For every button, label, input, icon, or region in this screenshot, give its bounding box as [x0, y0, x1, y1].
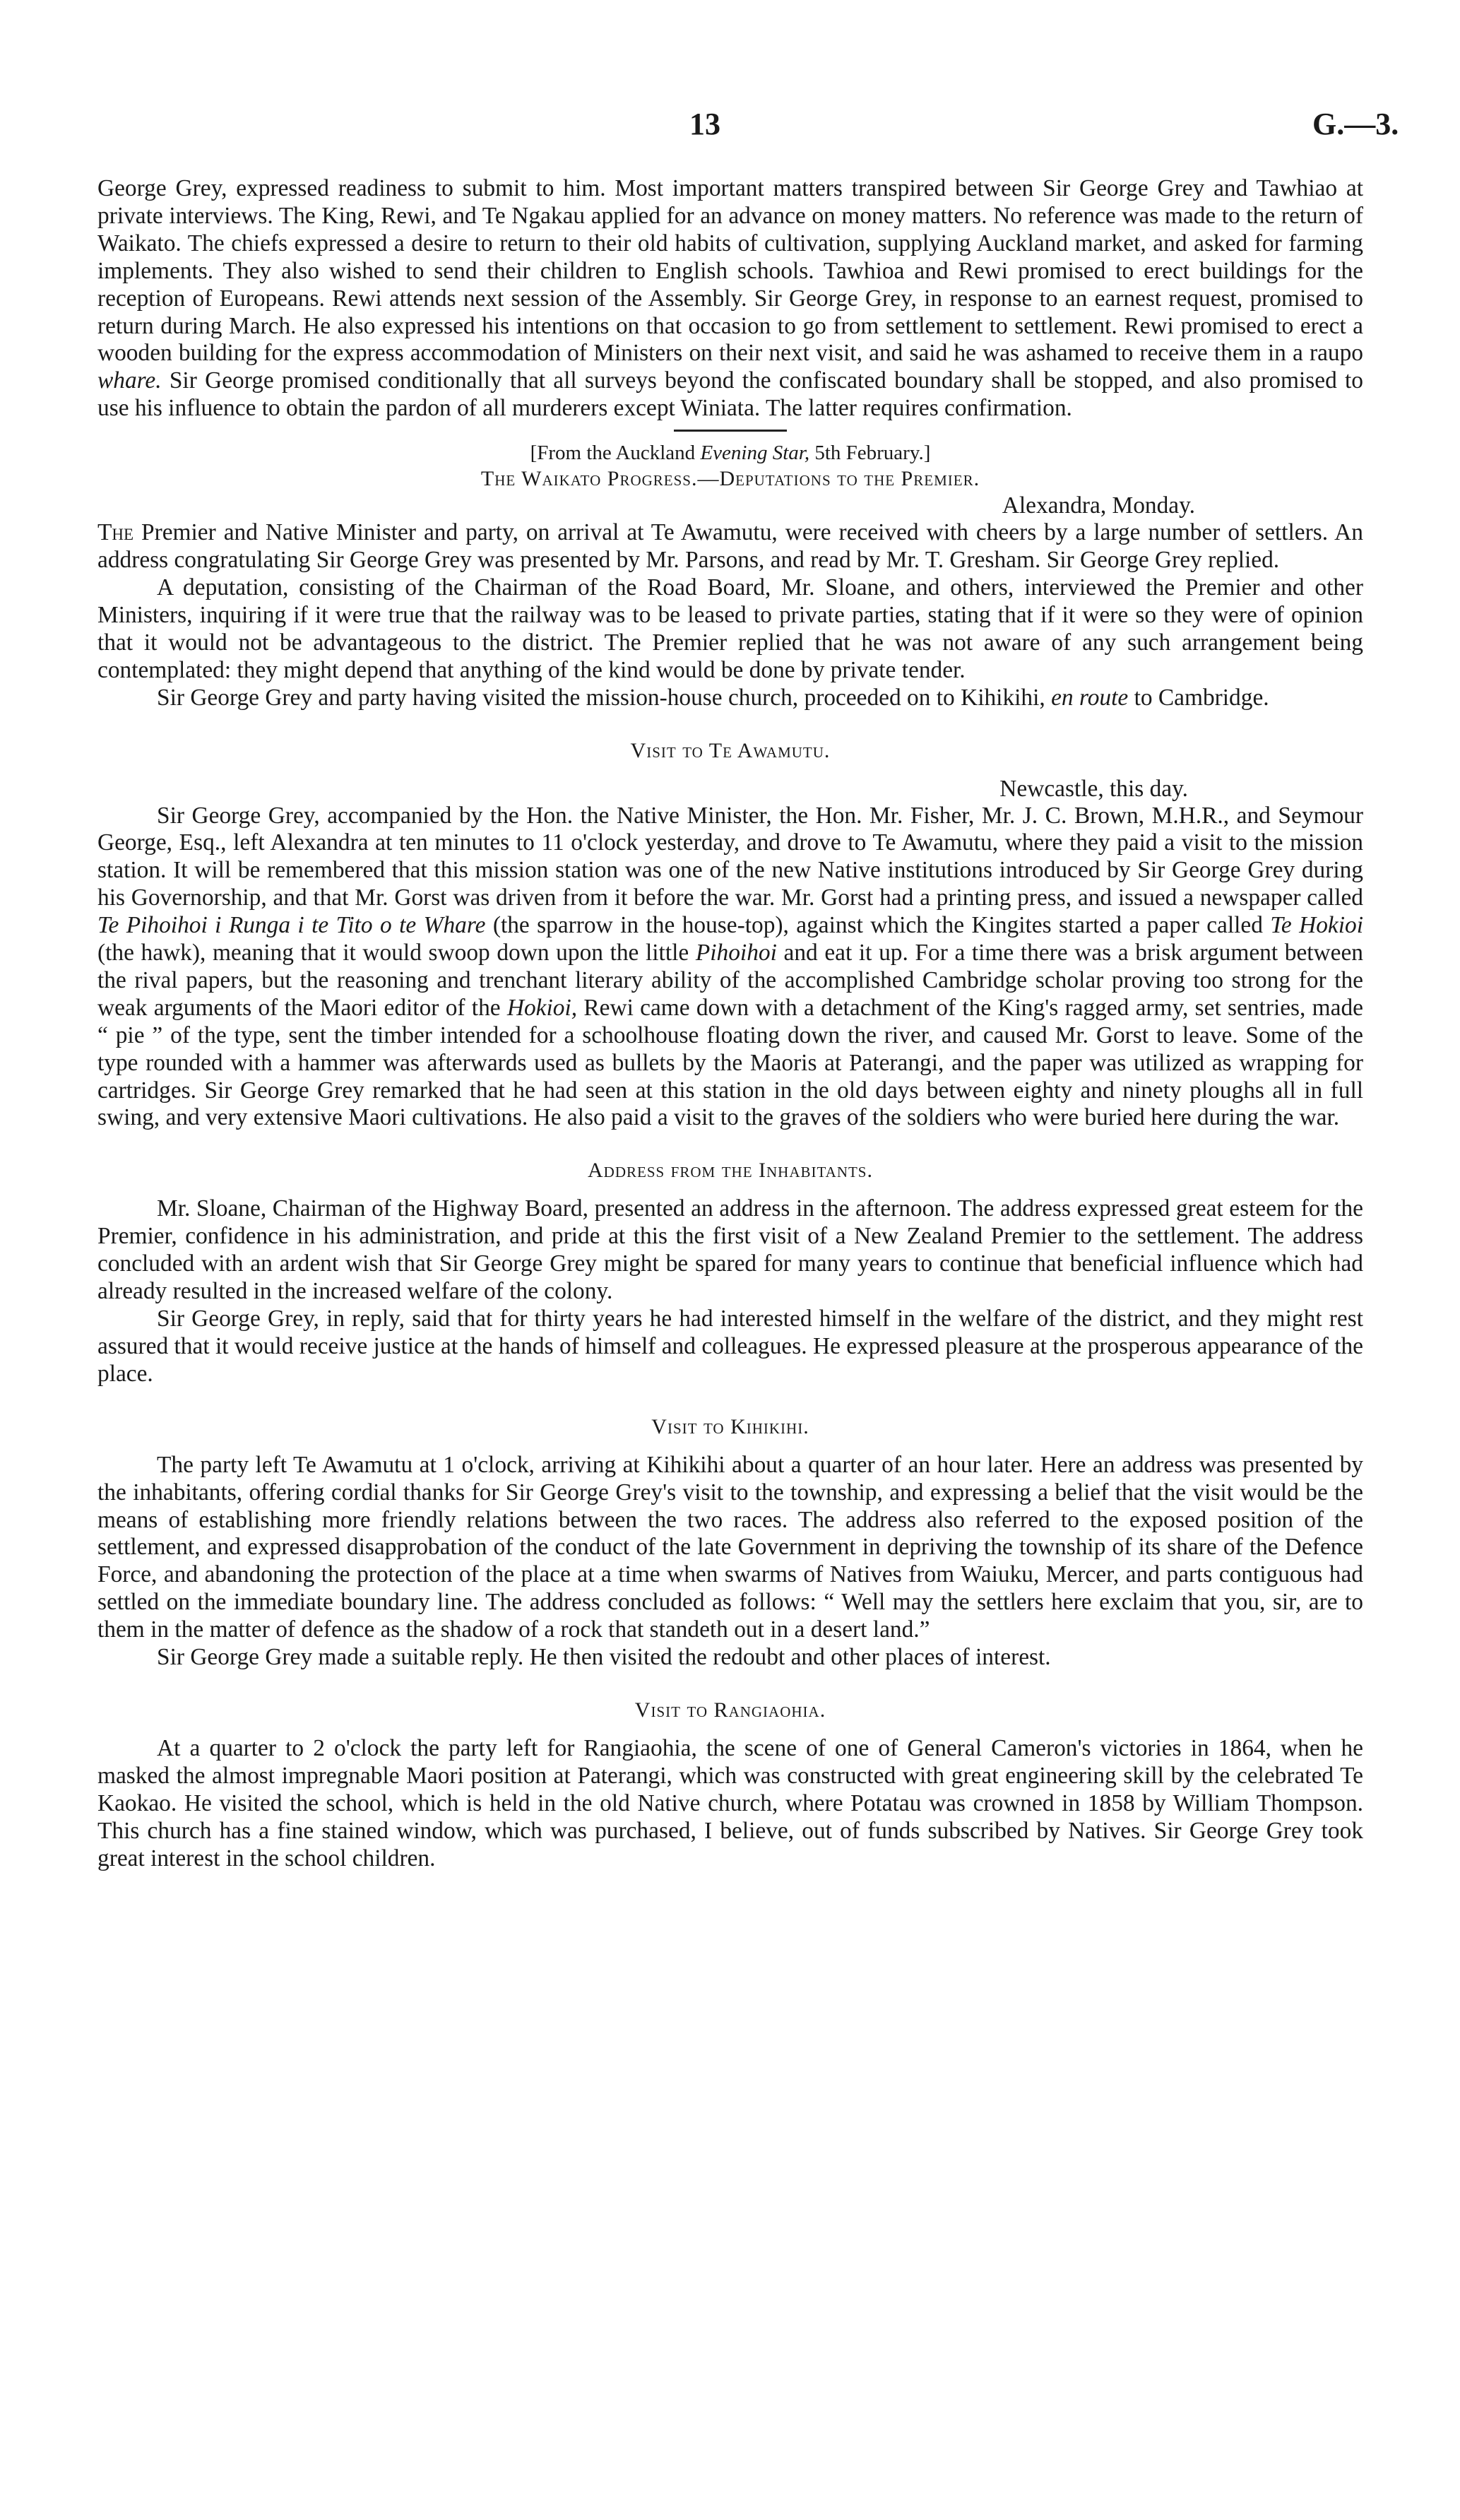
- heading-kihikihi: Visit to Kihikihi.: [651, 1414, 809, 1438]
- heading-rangiaohia: Visit to Rangiaohia.: [634, 1698, 826, 1722]
- paragraph-opening: George Grey, expressed readiness to submit to him. Most important matters transpired between Sir George Grey and Tawhiao at private interviews. The King, Rewi, and Te Ngakau applied for an advance on money matters. No reference was made to the return of Waikato. The chiefs expressed a desire to return to their old habits of cultivation, supplying Auckland market, and asked for farming implements. They also wished to send their children to English schools. Tawhioa and Rewi promised to erect buildings for the reception of Europeans. Rewi attends next session of the Assembly. Sir George Grey, in response to an earnest request, promised to return during March. He also expressed his intentions on that occasion to go from settlement to settlement. Rewi promised to erect a wooden building for the express accommodation of Ministers on their next visit, and said he was ashamed to receive them in a raupo whare. Sir George promised conditionally that all surveys beyond the confiscated boundary shall be stopped, and also promised to use his influence to obtain the pardon of all murderers except Winiata. The latter requires confirmation.: [97, 175, 1363, 422]
- page-number: 13: [689, 107, 720, 141]
- heading-deputations: The Waikato Progress.—Deputations to the Premier.: [480, 467, 980, 491]
- text-column: [97, 175, 1363, 1873]
- document-reference: G.—3.: [1312, 107, 1399, 141]
- paragraph-redoubt: Sir George Grey made a suitable reply. He then visited the redoubt and other places of interest.: [157, 1644, 1051, 1671]
- paragraph-deputation: A deputation, consisting of the Chairman of the Road Board, Mr. Sloane, and others, interviewed the Premier and other Ministers, inquiring if it were true that the railway was to be leased to private parties, stating that if it were so they were of opinion that it would not be advantageous to the district. The Premier replied that he was not aware of any such arrangement being contemplated: they might depend that anything of the kind would be done by private tender.: [97, 574, 1363, 683]
- paragraph-rangiaohia-visit: At a quarter to 2 o'clock the party left for Rangiaohia, the scene of one of General Cameron's victories in 1864, when he masked the almost impregnable Maori position at Paterangi, which was constructed with great engineering skill by the celebrated Te Kaokao. He visited the school, which is held in the old Native church, where Potatau was crowned in 1858 by William Thompson. This church has a fine stained window, which was purchased, I believe, out of funds subscribed by Natives. Sir George Grey took great interest in the school children.: [97, 1734, 1363, 1871]
- heading-te-awamutu: Visit to Te Awamutu.: [630, 738, 831, 762]
- paragraph-sloane-address: Mr. Sloane, Chairman of the Highway Board, presented an address in the afternoon. The address expressed great esteem for the Premier, confidence in his administration, and pride at this the first visit of a New Zealand Premier to the settlement. The address concluded with an ardent wish that Sir George Grey might be spared for many years to continue that beneficial influence which had already resulted in the increased welfare of the colony.: [97, 1195, 1363, 1305]
- paragraph-premier-arrival: The Premier and Native Minister and party, on arrival at Te Awamutu, were received with cheers by a large number of settlers. An address congratulating Sir George Grey was presented by Mr. Parsons, and read by Mr. T. Gresham. Sir George Grey replied.: [97, 519, 1363, 574]
- heading-address-inhabitants: Address from the Inhabitants.: [587, 1159, 873, 1183]
- source-citation: [From the Auckland Evening Star, 5th February.]: [530, 442, 931, 465]
- dateline-newcastle: Newcastle, this day.: [999, 775, 1188, 802]
- paragraph-te-awamutu-visit: Sir George Grey, accompanied by the Hon. the Native Minister, the Hon. Mr. Fisher, Mr. J. C. Brown, M.H.R., and Seymour George, Esq., left Alexandra at ten minutes to 11 o'clock yesterday, and drove to Te Awamutu, where they paid a visit to the mission station. It will be remembered that this mission station was one of the new Native institutions introduced by Sir George Grey during his Governorship, and that Mr. Gorst was driven from it before the war. Mr. Gorst had a printing press, and issued a newspaper called Te Pihoihoi i Runga i te Tito o te Whare (the sparrow in the house-top), against which the Kingites started a paper called Te Hokioi (the hawk), meaning that it would swoop down upon the little Pihoihoi and eat it up. For a time there was a brisk argument between the rival papers, but the reasoning and trenchant literary ability of the accomplished Cambridge scholar proving too strong for the weak arguments of the Maori editor of the Hokioi, Rewi came down with a detachment of the King's ragged army, set sentries, made “ pie ” of the type, sent the timber intended for a schoolhouse floating down the river, and caused Mr. Gorst to leave. Some of the type rounded with a hammer was afterwards used as bullets by the Maoris at Paterangi, and the paper was utilized as wrapping for cartridges. Sir George Grey remarked that he had seen at this station in the old days between eighty and ninety ploughs all in full swing, and very extensive Maori cultivations. He also paid a visit to the graves of the soldiers who were buried here during the war.: [97, 802, 1363, 1131]
- paragraph-mission-house: Sir George Grey and party having visited the mission-house church, proceeded on to Kihikihi, en route to Cambridge.: [157, 684, 1269, 711]
- paragraph-kihikihi-visit: The party left Te Awamutu at 1 o'clock, arriving at Kihikihi about a quarter of an hour later. Here an address was presented by the inhabitants, offering cordial thanks for Sir George Grey's visit to the township, and expressing a belief that the visit would be the means of establishing more friendly relations between the two races. The address also referred to the exposed position of the settlement, and expressed disapprobation of the conduct of the late Government in depriving the township of its share of the Defence Force, and abandoning the protection of the place at a time when swarms of Natives from Waiuku, Mercer, and parts contiguous had settled on the immediate boundary line. The address concluded as follows: “ Well may the settlers here exclaim that you, sir, are to them in the matter of defence as the shadow of a rock that standeth out in a desert land.”: [97, 1451, 1363, 1643]
- dateline-alexandra: Alexandra, Monday.: [1002, 492, 1195, 519]
- paragraph-grey-reply: Sir George Grey, in reply, said that for thirty years he had interested himself in the welfare of the district, and they might rest assured that it would receive justice at the hands of himself and colleagues. He expressed pleasure at the prosperous appearance of the place.: [97, 1306, 1363, 1387]
- section-divider: [674, 430, 787, 432]
